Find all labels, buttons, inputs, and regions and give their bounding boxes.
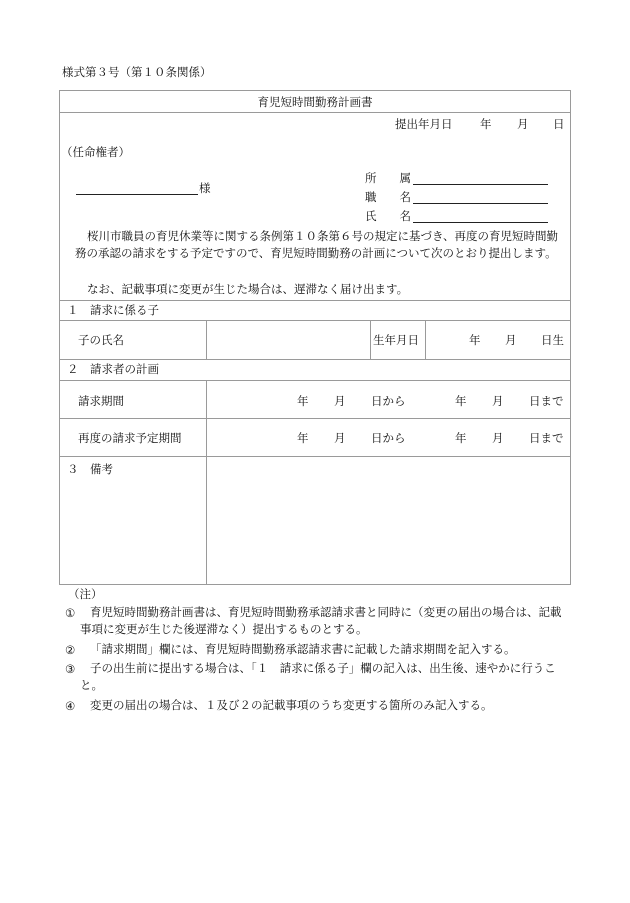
form-frame	[59, 90, 571, 585]
affiliation-line	[413, 184, 548, 185]
birth-year: 年	[469, 333, 481, 347]
section1-heading-divider	[59, 320, 571, 321]
job-title-label: 職 名	[365, 190, 411, 204]
section1-top-border	[59, 300, 571, 301]
request-period-start-month: 月	[334, 394, 346, 408]
planned-period-start-month: 月	[334, 431, 346, 445]
section2-heading-divider	[59, 380, 571, 381]
planned-period-start-year: 年	[297, 431, 309, 445]
appointer-label: （任命権者）	[61, 145, 130, 159]
submission-date-label: 提出年月日	[395, 117, 453, 131]
request-period-until: 日まで	[529, 394, 564, 408]
form-title: 育児短時間勤務計画書	[257, 95, 373, 109]
planned-period-from: 日から	[371, 431, 406, 445]
note-2-text: 「請求期間」欄には、育児短時間勤務承認請求書に記載した請求期間を記入する。	[90, 642, 516, 656]
child-name-divider	[206, 320, 207, 359]
birthdate-left-divider	[370, 320, 371, 359]
note-3-mark: ③	[65, 662, 76, 676]
note-4-mark: ④	[65, 699, 76, 713]
title-divider	[59, 112, 571, 113]
intro-paragraph: 桜川市職員の育児休業等に関する条例第１０条第６号の規定に基づき、再度の育児短時間勤務の承認の請求をする予定ですので、育児短時間勤務の計画について次のとおり提出します。	[75, 229, 559, 260]
form-number: 様式第３号（第１０条関係）	[62, 65, 212, 79]
requester-name-line	[413, 222, 548, 223]
requester-name-label: 氏 名	[365, 209, 411, 223]
request-period-divider	[59, 418, 571, 419]
notes-heading: （注）	[68, 587, 103, 601]
request-period-end-year: 年	[455, 394, 467, 408]
birth-day: 日生	[541, 333, 564, 347]
section3-heading: ３ 備考	[67, 462, 113, 476]
appointer-honorific: 様	[199, 181, 211, 195]
planned-period-end-year: 年	[455, 431, 467, 445]
affiliation-label: 所 属	[365, 171, 411, 185]
note-2-mark: ②	[65, 643, 76, 657]
child-name-label: 子の氏名	[78, 333, 124, 347]
birthdate-label: 生年月日	[373, 333, 419, 347]
intro-change-notice: なお、記載事項に変更が生じた場合は、遅滞なく届け出ます。	[87, 282, 409, 296]
section2-heading: ２ 請求者の計画	[67, 362, 159, 376]
appointer-name-line	[76, 194, 198, 195]
request-period-start-year: 年	[297, 394, 309, 408]
request-period-from: 日から	[371, 394, 406, 408]
request-period-end-month: 月	[492, 394, 504, 408]
planned-period-until: 日まで	[529, 431, 564, 445]
birth-month: 月	[505, 333, 517, 347]
request-period-label: 請求期間	[78, 394, 124, 408]
planned-period-label: 再度の請求予定期間	[78, 431, 182, 445]
birthdate-right-divider	[425, 320, 426, 359]
note-4-text: 変更の届出の場合は、１及び２の記載事項のうち変更する箇所のみ記入する。	[90, 698, 493, 712]
submission-year: 年	[480, 117, 492, 131]
note-1-text: 育児短時間勤務計画書は、育児短時間勤務承認請求書と同時に（変更の届出の場合は、記載事項に変更が生じた後遅滞なく）提出するものとする。	[80, 605, 562, 636]
note-3-text: 子の出生前に提出する場合は、「１ 請求に係る子」欄の記入は、出生後、速やかに行うこと。	[80, 661, 556, 692]
section2-label-divider	[206, 380, 207, 585]
submission-day: 日	[553, 117, 565, 131]
section2-top-border	[59, 359, 571, 360]
note-1-mark: ①	[65, 606, 76, 620]
job-title-line	[413, 203, 548, 204]
section3-top-border	[59, 456, 571, 457]
section1-heading: １ 請求に係る子	[67, 303, 159, 317]
planned-period-end-month: 月	[492, 431, 504, 445]
submission-month: 月	[517, 117, 529, 131]
